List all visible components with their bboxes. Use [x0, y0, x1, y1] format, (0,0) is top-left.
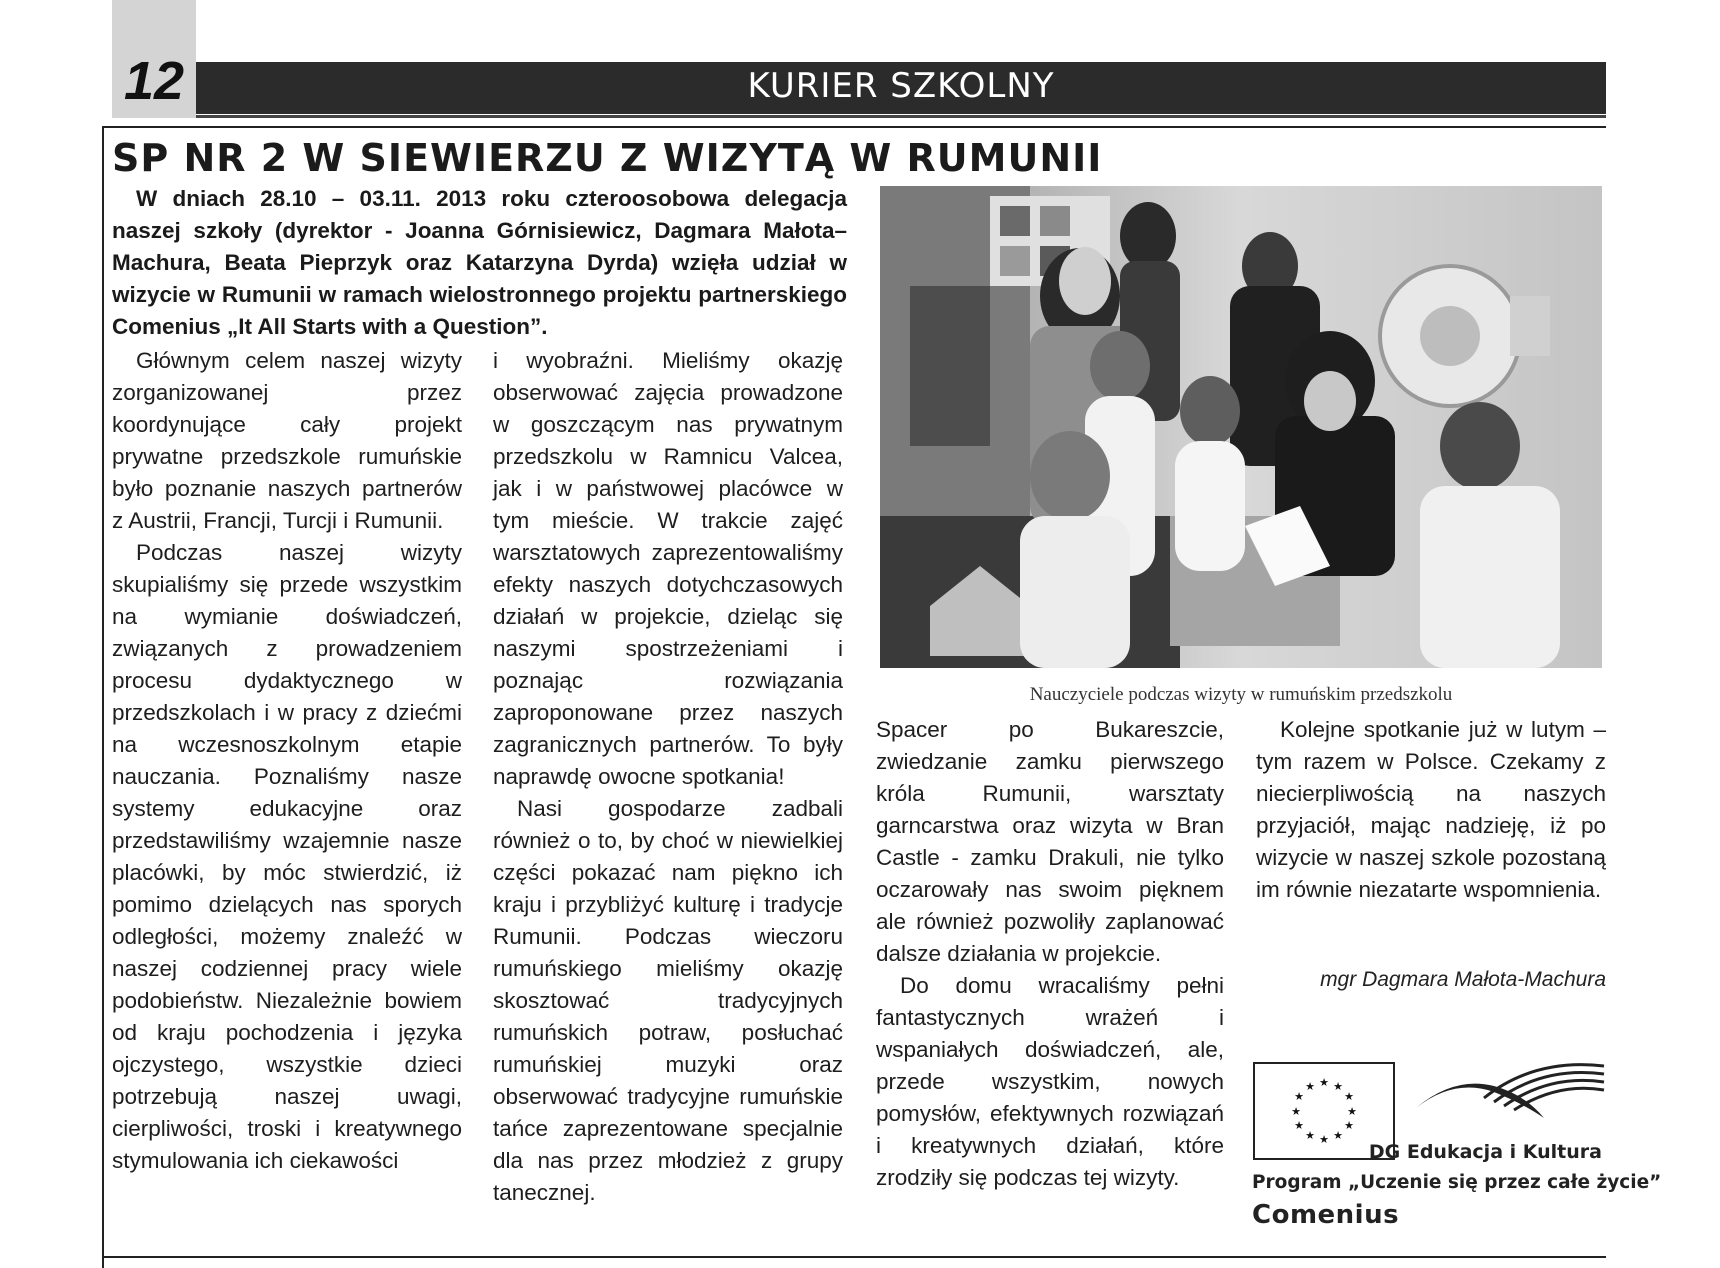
article-lead: W dniach 28.10 – 03.11. 2013 roku czteroosobowa delegacja naszej szkoły (dyrektor - Joanna Górnisiewicz, Dagmara Małota–Machura, Beata Pieprzyk oraz Katarzyna Dyrda) wzięła udział w wizycie w Rumunii w ramach wielostronnego projektu partnerskiego Comenius „It All Starts with a Question”. — [112, 186, 847, 339]
page-number: 12 — [123, 51, 185, 111]
svg-text:★: ★ — [1333, 1080, 1343, 1093]
paragraph: i wyobraźni. Mieliśmy okazję obserwować zajęcia prowadzone w goszczącym nas prywatnym przedszkolu w Ramnicu Valcea, jak i w państwowej placówce w tym mieście. W trakcie zajęć warsztatowych zaprezentowaliśmy efekty naszych dotychczasowych działań w projekcie, dzieląc się naszymi spostrzeżeniami i poznając rozwiązania zaproponowane przez naszych zagranicznych partnerów. To były naprawdę owocne spotkania! — [493, 348, 843, 789]
article-frame-left — [102, 126, 104, 1268]
paragraph: Nasi gospodarze zadbali również o to, by choć w niewielkiej części pokazać nam piękno ich kraju i przybliżyć kulturę i tradycje Rumunii. Podczas wieczoru rumuńskiego mieliśmy okazję skosztować tradycyjnych rumuńskich potraw, posłuchać rumuńskiej muzyki oraz obserwować tradycyjne rumuńskie tańce zaprezentowane specjalnie dla nas przez młodzież z grupy tanecznej. — [493, 796, 843, 1205]
svg-text:★: ★ — [1319, 1076, 1329, 1089]
svg-text:★: ★ — [1305, 1129, 1315, 1142]
paragraph: Podczas naszej wizyty skupialiśmy się przede wszystkim na wymianie doświadczeń, związanych z prowadzeniem procesu dydaktycznego w przedszkolach i w pracy z dziećmi na wczesnoszkolnym etapie nauczania. Poznaliśmy nasze systemy edukacyjne oraz przedstawiliśmy wzajemnie nasze placówki, by móc stwierdzić, iż pomimo dzielących nas sporych odległości, możemy znaleźć w naszej codziennej pracy wiele podobieństw. Niezależnie bowiem od kraju pochodzenia i języka ojczystego, wszystkie dzieci potrzebują naszej uwagi, cierpliwości, troski i kreatywnego stymulowania ich ciekawości — [112, 540, 462, 1173]
svg-text:★: ★ — [1305, 1080, 1315, 1093]
photo-caption: Nauczyciele podczas wizyty w rumuńskim przedszkolu — [1029, 684, 1453, 705]
svg-text:★: ★ — [1344, 1090, 1354, 1103]
svg-text:★: ★ — [1333, 1129, 1343, 1142]
dg-label: DG Edukacja i Kultura — [1368, 1141, 1602, 1163]
article-frame-bottom — [102, 1256, 1606, 1258]
text-column-4 — [1256, 714, 1606, 906]
comenius-label: Comenius — [1252, 1200, 1400, 1230]
swoosh-icon — [1414, 1058, 1606, 1130]
paragraph: Kolejne spotkanie już w lutym – tym razem w Polsce. Czekamy z niecierpliwością na naszych przyjaciół, mając nadzieję, iż po wizycie w naszej szkole pozostaną im równie niezatarte wspomnienia. — [1256, 717, 1606, 902]
article-author: mgr Dagmara Małota-Machura — [1320, 968, 1606, 991]
paragraph: Głównym celem naszej wizyty zorganizowanej przez koordynujące cały projekt prywatne przedszkole rumuńskie było poznanie naszych partnerów z Austrii, Francji, Turcji i Rumunii. — [112, 348, 462, 533]
svg-text:★: ★ — [1344, 1119, 1354, 1132]
article-photo — [880, 186, 1602, 668]
article-headline: SP NR 2 W SIEWIERZU Z WIZYTĄ W RUMUNII — [112, 136, 1103, 180]
text-column-3 — [876, 714, 1224, 1194]
article-frame-top — [102, 126, 1606, 128]
text-column-2 — [493, 345, 843, 1209]
paragraph: Do domu wracaliśmy pełni fantastycznych wrażeń i wspaniałych doświadczeń, ale, przede wszystkim, nowych pomysłów, efektywnych rozwiązań i kreatywnych działań, które zrodziły się podczas tej wizyty. — [876, 973, 1224, 1190]
svg-text:★: ★ — [1347, 1105, 1357, 1118]
dg-swoosh-logo — [1414, 1058, 1606, 1130]
photo-illustration — [880, 186, 1602, 668]
svg-text:★: ★ — [1294, 1090, 1304, 1103]
publication-title: KURIER SZKOLNY — [747, 66, 1055, 106]
svg-text:★: ★ — [1291, 1105, 1301, 1118]
paragraph: Spacer po Bukareszcie, zwiedzanie zamku pierwszego króla Rumunii, warsztaty garncarstwa oraz wizyta w Bran Castle - zamku Drakuli, nie tylko oczarowały nas swoim pięknem ale również pozwoliły zaplanować dalsze działania w projekcie. — [876, 717, 1224, 966]
svg-text:★: ★ — [1319, 1133, 1329, 1146]
program-label: Program „Uczenie się przez całe życie” — [1252, 1172, 1662, 1193]
header-underline — [196, 115, 1606, 118]
text-column-1 — [112, 345, 462, 1177]
svg-text:★: ★ — [1294, 1119, 1304, 1132]
